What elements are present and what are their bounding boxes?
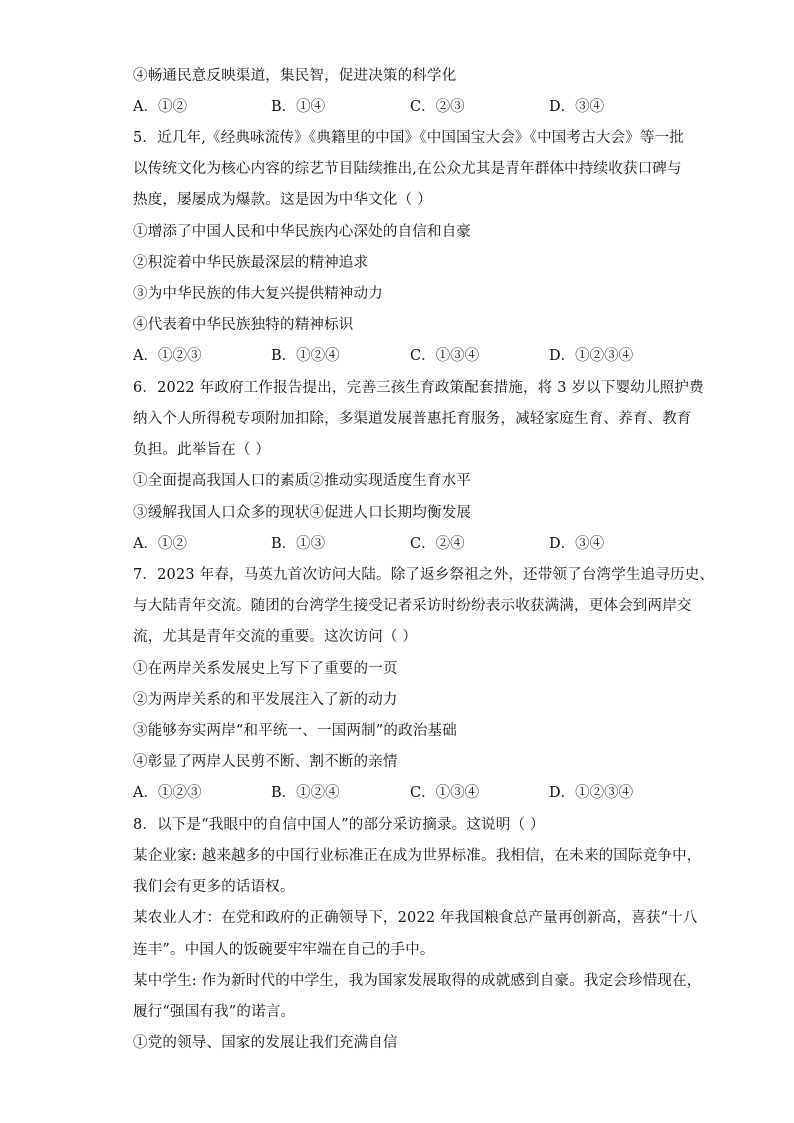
q7-item-4: ④彰显了两岸人民剪不断、割不断的亲情 — [133, 754, 398, 770]
q7-item-1: ①在两岸关系发展史上写下了重要的一页 — [133, 661, 398, 677]
q7-item-3: ③能够夯实两岸“和平统一、一国两制”的政治基础 — [133, 723, 457, 739]
q6-option-c: C．②④ — [410, 536, 465, 552]
q4-option-b: B．①④ — [271, 99, 326, 115]
q7-option-d: D．①②③④ — [549, 785, 634, 801]
q8-quote-line-1: 某企业家: 越来越多的中国行业标准正在成为世界标准。我相信，在未来的国际竞争中， — [133, 848, 702, 864]
q7-option-b: B．①②④ — [271, 785, 340, 801]
q6-item-line-2: ③缓解我国人口众多的现状④促进人口长期均衡发展 — [133, 505, 472, 521]
q8-quote-line-4: 连丰”。中国人的饭碗要牢牢端在自己的手中。 — [133, 942, 435, 958]
q7-stem-line-1: 7．2023 年春，马英九首次访问大陆。除了返乡祭祖之外，还带领了台湾学生追寻历史、 — [133, 567, 715, 583]
q6-option-a: A．①② — [133, 536, 187, 552]
q8-quote-line-6: 履行“强国有我”的诺言。 — [133, 1004, 296, 1020]
q6-stem-line-1: 6．2022 年政府工作报告提出，完善三孩生育政策配套措施，将 3 岁以下婴幼儿照护费 — [133, 380, 704, 396]
q5-item-4: ④代表着中华民族独特的精神标识 — [133, 317, 354, 333]
q7-option-a: A．①②③ — [133, 785, 202, 801]
q8-item-1: ①党的领导、国家的发展让我们充满自信 — [133, 1035, 398, 1051]
q5-option-d: D．①②③④ — [549, 348, 634, 364]
q4-option-c: C．②③ — [410, 99, 465, 115]
q5-option-a: A．①②③ — [133, 348, 202, 364]
q5-item-3: ③为中华民族的伟大复兴提供精神动力 — [133, 286, 383, 302]
q6-option-b: B．①③ — [271, 536, 326, 552]
q6-stem-line-3: 负担。此举旨在（ ） — [133, 442, 271, 458]
q6-options — [133, 534, 693, 554]
q6-stem-line-2: 纳入个人所得税专项附加扣除，多渠道发展普惠托育服务，减轻家庭生育、养育、教育 — [133, 411, 692, 427]
q5-stem-line-1: 5．近几年,《经典咏流传》《典籍里的中国》《中国国宝大会》《中国考古大会》等一批 — [133, 130, 685, 146]
q5-options — [133, 346, 693, 366]
q5-item-2: ②积淀着中华民族最深层的精神追求 — [133, 255, 369, 271]
q8-stem: 8．以下是“我眼中的自信中国人”的部分采访摘录。这说明（ ） — [133, 817, 545, 833]
q5-stem-line-2: 以传统文化为核心内容的综艺节目陆续推出,在公众尤其是青年群体中持续收获口碑与 — [133, 161, 682, 177]
q6-item-line-1: ①全面提高我国人口的素质②推动实现适度生育水平 — [133, 473, 472, 489]
q8-quote-line-5: 某中学生: 作为新时代的中学生，我为国家发展取得的成就感到自豪。我定会珍惜现在， — [133, 973, 702, 989]
q6-option-d: D．③④ — [549, 536, 605, 552]
q4-option-d: D．③④ — [549, 99, 605, 115]
q7-option-c: C．①③④ — [410, 785, 480, 801]
q7-stem-line-3: 流，尤其是青年交流的重要。这次访问（ ） — [133, 629, 418, 645]
q7-stem-line-2: 与大陆青年交流。随团的台湾学生接受记者采访时纷纷表示收获满满，更体会到两岸交 — [133, 598, 692, 614]
q5-option-c: C．①③④ — [410, 348, 480, 364]
q7-options — [133, 783, 693, 803]
q4-option-a: A．①② — [133, 99, 187, 115]
q7-item-2: ②为两岸关系的和平发展注入了新的动力 — [133, 692, 398, 708]
q4-options — [133, 97, 693, 117]
q8-quote-line-3: 某农业人才：在党和政府的正确领导下，2022 年我国粮食总产量再创新高，喜获“十八 — [133, 910, 698, 926]
q5-option-b: B．①②④ — [271, 348, 340, 364]
q4-item-4: ④畅通民意反映渠道，集民智，促进决策的科学化 — [133, 68, 457, 84]
q8-quote-line-2: 我们会有更多的话语权。 — [133, 879, 295, 895]
q5-item-1: ①增添了中国人民和中华民族内心深处的自信和自豪 — [133, 224, 472, 240]
q5-stem-line-3: 热度，屡屡成为爆款。这是因为中华文化（ ） — [133, 192, 432, 208]
